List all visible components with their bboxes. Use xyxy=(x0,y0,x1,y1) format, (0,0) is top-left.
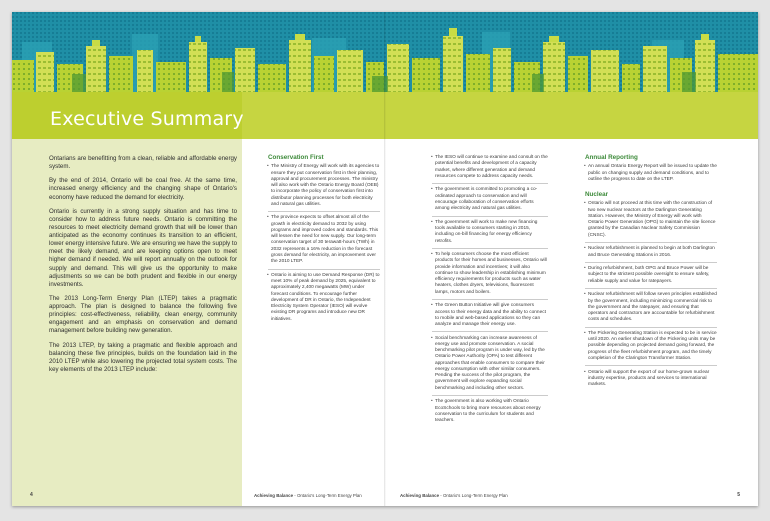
page-gutter xyxy=(384,12,386,506)
bullet-item: • Social benchmarking can increase awareness of energy use and promote conservation. A social benchmarking pilot program is under way, led by the Ontario Power Authority (OPA) to test different approaches that enable consumers to compare their energy consumption with other similar consumers. Pending the success of the pilot program, the government will explore expanding social benchmarking and including other sectors. xyxy=(432,336,548,396)
bullet-item: • The Pickering Generating Station is expected to be in service until 2020. An earlier shutdown of the Pickering units may be possible depending on projected demand going forward, the progress of the fleet refurbishment program, and the timely completion of the Clarington Transformer Station. xyxy=(585,331,717,366)
bullet-item: • The government is also working with Ontario EcoSchools to bring more resources about energy conservation to the curriculum for students and teachers. xyxy=(432,399,548,427)
footer-doc-title: Achieving Balance xyxy=(254,493,294,498)
section-heading-nuclear: Nuclear xyxy=(585,191,609,199)
bullet-item: • Ontario will not proceed at this time with the construction of two new nuclear reactors at the Darlington Generating Station. However, the Ministry of Energy will work with Ontario Power Generation (OPG) to maintain the site licence granted by the Canadian Nuclear Safety Commission (CNSC). xyxy=(585,201,717,243)
bullet-item: • Ontario is aiming to use Demand Response (DR) to meet 10% of peak demand by 2025, equivalent to approximately 2,400 megawatts (MW) under forecast conditions. To encourage further development of DR in Ontario, the Independent Electricity System Operator (IESO) will evolve existing DR programs and introduce new DR initiatives. xyxy=(268,273,380,326)
bullet-item: • The province expects to offset almost all of the growth in electricity demand to 2032 by using programs and improved codes and standards. This will lessen the need for new supply. Our long-term conservation target of 30 terawatt-hours (TWh) in 2032 represents a 16% reduction in the forecast gross demand for electricity, an improvement over the 2010 LTEP. xyxy=(268,215,380,269)
bullet-item: • The government will work to make new financing tools available to consumers starting in 2015, including on-bill financing for energy efficiency retrofits. xyxy=(432,220,548,249)
bullet-list xyxy=(432,155,548,427)
bullet-item: • During refurbishment, both OPG and Bruce Power will be subject to the strictest possible oversight to ensure safety, reliable supply and value for ratepayers. xyxy=(585,266,717,289)
intro-paragraph: Ontarians are benefitting from a clean, reliable and affordable energy system. xyxy=(49,155,237,171)
bullet-item: • The government is committed to promoting a co-ordinated approach to conservation and will encourage collaboration of conservation efforts among electricity and natural gas utilities. xyxy=(432,187,548,216)
bullet-list xyxy=(268,164,380,326)
page-number-left: 4 xyxy=(30,492,33,498)
intro-paragraph: Ontario is currently in a strong supply situation and has time to consider how to address future needs. Ontario is committing the resources to meet electricity demand growth that will be lower than anticipated as the economy continues its transition to an efficient, lower energy intensive future. We are ensuring we have the supply to meet the likely demand, and are keeping options open to meet higher demand if needed. We will report annually on the outlook for supply and demand. This will give us the opportunity to make adjustments so we can be both prudent and flexible in our energy investments. xyxy=(49,207,237,288)
page-number-right: 5 xyxy=(737,492,740,498)
bullet-item: • Nuclear refurbishment is planned to begin at both Darlington and Bruce Generating Stations in 2016. xyxy=(585,246,717,263)
brochure-spread xyxy=(12,12,758,506)
running-footer-right xyxy=(400,493,508,498)
page-title: Executive Summary xyxy=(50,108,244,130)
footer-doc-subtitle: - Ontario's Long-Term Energy Plan xyxy=(293,493,362,498)
bullet-list xyxy=(585,164,717,186)
footer-doc-subtitle: - Ontario's Long-Term Energy Plan xyxy=(439,493,508,498)
intro-paragraph: By the end of 2014, Ontario will be coal free. At the same time, increased energy efficiency and the changing shape of Ontario's economy have reduced the demand for electricity. xyxy=(49,177,237,201)
bullet-item: • Ontario will support the export of our home-grown nuclear industry expertise, products and services to international markets. xyxy=(585,370,717,392)
column-conservation xyxy=(268,155,380,329)
bullet-item: • Nuclear refurbishment will follow seven principles established by the government, including minimizing commercial risk to the government and the ratepayer, and ensuring that operators and contractors are accountable for refurbishment costs and schedules. xyxy=(585,292,717,327)
intro-text xyxy=(49,155,237,380)
bullet-item: • The IESO will continue to examine and consult on the potential benefits and development of a capacity market, where different generation and demand resources compete to address capacity needs. xyxy=(432,155,548,184)
running-footer-left xyxy=(254,493,362,498)
bullet-item: • An annual Ontario Energy Report will be issued to update the public on changing supply and demand conditions, and to outline the progress to date on the LTEP. xyxy=(585,164,717,186)
column-conservation-continued xyxy=(432,155,548,431)
section-heading-annual-reporting: Annual Reporting xyxy=(585,154,638,161)
section-heading-conservation-first: Conservation First xyxy=(268,154,324,161)
bullet-item: • The Green Button Initiative will give consumers access to their energy data and the ability to connect to mobile and web-based applications so they can analyze and manage their energy use. xyxy=(432,303,548,332)
bullet-item: • The Ministry of Energy will work with its agencies to ensure they put conservation first in their planning, approval and procurement processes. The ministry will also work with the Ontario Energy Board (OEB) to incorporate the policy of conservation first into distributor planning processes for both electricity and natural gas utilities. xyxy=(268,164,380,212)
intro-paragraph: The 2013 Long-Term Energy Plan (LTEP) takes a pragmatic approach. The plan is designed to balance the following five principles: cost-effectiveness, reliability, clean energy, community engagement and an emphasis on conservation and demand management before building new generation. xyxy=(49,294,237,335)
footer-doc-title: Achieving Balance xyxy=(400,493,440,498)
bullet-item: • To help consumers choose the most efficient products for their homes and businesses, Ontario will provide information and incentives; it will also continue to show leadership in establishing minimum efficiency requirements for products such as water heaters, clothes dryers, televisions, fluorescent lamps, motors and boilers. xyxy=(432,252,548,300)
column-reporting-nuclear xyxy=(585,155,717,395)
bullet-list xyxy=(585,201,717,391)
intro-paragraph: The 2013 LTEP, by taking a pragmatic and flexible approach and balancing these five principles, builds on the foundation laid in the 2010 LTEP while also lowering the projected total system costs. The key elements of the 2013 LTEP include: xyxy=(49,341,237,373)
